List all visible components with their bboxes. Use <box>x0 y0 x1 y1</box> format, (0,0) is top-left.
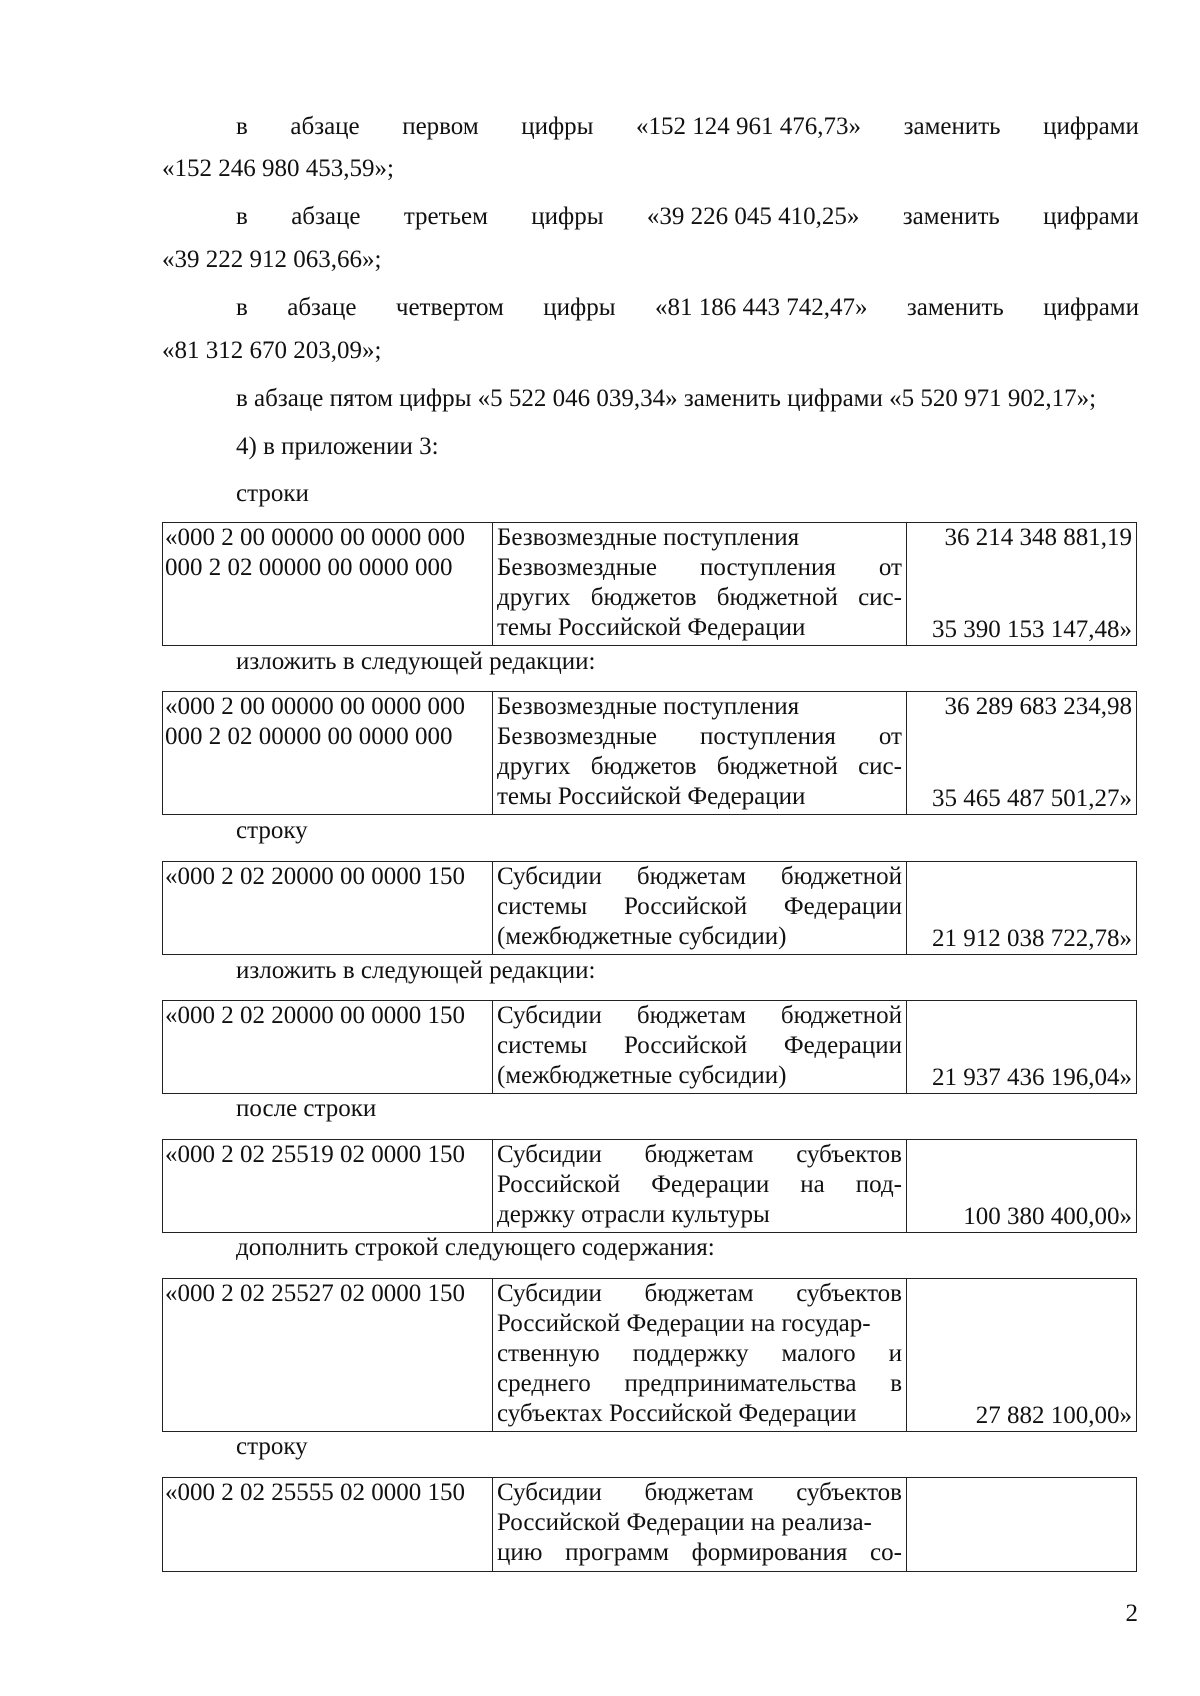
word: цифрами <box>1043 113 1139 140</box>
amount: 21 912 038 722,78» <box>932 925 1132 952</box>
word: в <box>236 113 248 140</box>
code: «000 2 02 20000 00 0000 150 <box>165 1002 465 1029</box>
amount: 36 214 348 881,19 <box>944 524 1132 551</box>
table-3-name-cell <box>493 862 907 954</box>
table-2-code-cell <box>163 692 493 814</box>
code: «000 2 02 20000 00 0000 150 <box>165 863 465 890</box>
word: ственную <box>497 1340 600 1367</box>
word: «81 186 443 742,47» <box>654 294 868 321</box>
table-5-code-cell <box>163 1140 493 1232</box>
table-1-name-cell <box>493 523 907 645</box>
name-line <box>497 1478 902 1508</box>
word: сис- <box>858 753 902 780</box>
name-line: Безвозмездные поступления <box>497 693 800 720</box>
table-7-code-cell <box>163 1478 493 1571</box>
word: заменить <box>902 203 1000 230</box>
table-4-name-cell <box>493 1001 907 1093</box>
amount: 27 882 100,00» <box>975 1402 1132 1429</box>
word: под- <box>855 1171 902 1198</box>
paragraph-1-line-1 <box>236 111 1139 143</box>
label-posle: после строки <box>236 1095 377 1122</box>
word: от <box>878 554 902 581</box>
word: «152 124 961 476,73» <box>636 113 862 140</box>
table-4-code-cell <box>163 1001 493 1093</box>
word: цифры <box>531 203 604 230</box>
amount: 35 390 153 147,48» <box>932 616 1132 643</box>
word: бюджетной <box>716 584 838 611</box>
word: на <box>800 1171 825 1198</box>
word: бюджетов <box>590 584 697 611</box>
word: Федерации <box>783 1032 902 1059</box>
name-line: (межбюджетные субсидии) <box>497 923 787 950</box>
table-7 <box>162 1477 1137 1572</box>
name-line <box>497 722 902 752</box>
word: бюджетам <box>644 1141 754 1168</box>
table-5-amount-cell <box>907 1140 1136 1232</box>
paragraph-3-line-2: «81 312 670 203,09»; <box>162 337 382 364</box>
amount: 35 465 487 501,27» <box>932 785 1132 812</box>
name-line <box>497 1538 902 1568</box>
word: бюджетам <box>644 1479 754 1506</box>
word: абзаце <box>290 113 360 140</box>
word: со- <box>870 1539 902 1566</box>
name-line <box>497 1170 902 1200</box>
paragraph-2-line-2: «39 222 912 063,66»; <box>162 246 382 273</box>
word: Российской <box>497 1171 621 1198</box>
word: Субсидии <box>497 1002 602 1029</box>
word: от <box>878 723 902 750</box>
word: Российской <box>623 1032 748 1059</box>
word: цифры <box>521 113 594 140</box>
word: бюджетной <box>780 1002 902 1029</box>
name-line <box>497 752 902 782</box>
word: заменить <box>903 113 1001 140</box>
name-line <box>497 862 902 892</box>
word: в <box>890 1370 902 1397</box>
paragraph-2-line-1 <box>236 201 1139 233</box>
word: поддержку <box>632 1340 749 1367</box>
word: цифрами <box>1043 203 1139 230</box>
word: бюджетам <box>636 863 746 890</box>
paragraph-5: 4) в приложении 3: <box>236 433 439 460</box>
name-line <box>497 1001 902 1031</box>
name-line <box>497 583 902 613</box>
table-6-name-cell <box>493 1279 907 1431</box>
label-izlozhit-2: изложить в следующей редакции: <box>236 957 596 984</box>
paragraph-3-line-1 <box>236 292 1139 324</box>
code: 000 2 02 00000 00 0000 000 <box>165 554 453 581</box>
word: заменить <box>906 294 1004 321</box>
name-line: держку отрасли культуры <box>497 1201 770 1228</box>
word: системы <box>497 1032 588 1059</box>
name-line: субъектах Российской Федерации <box>497 1400 857 1427</box>
word: других <box>497 584 571 611</box>
word: и <box>888 1340 902 1367</box>
table-1-amount-cell <box>907 523 1136 645</box>
word: цифрами <box>1043 294 1139 321</box>
paragraph-4: в абзаце пятом цифры «5 522 046 039,34» заменить цифрами «5 520 971 902,17»; <box>236 385 1097 412</box>
table-6 <box>162 1278 1137 1432</box>
code: «000 2 00 00000 00 0000 000 <box>165 524 465 551</box>
word: абзаце <box>287 294 357 321</box>
word: системы <box>497 893 588 920</box>
word: среднего <box>497 1370 591 1397</box>
name-line: темы Российской Федерации <box>497 614 806 641</box>
label-stroku-2: строку <box>236 1433 308 1460</box>
table-2-amount-cell <box>907 692 1136 814</box>
table-7-amount-cell <box>907 1478 1136 1571</box>
name-line <box>497 1339 902 1369</box>
word: первом <box>402 113 479 140</box>
table-6-amount-cell <box>907 1279 1136 1431</box>
table-5-name-cell <box>493 1140 907 1232</box>
name-line <box>497 1369 902 1399</box>
code: 000 2 02 00000 00 0000 000 <box>165 723 453 750</box>
name-line: Российской Федерации на государ- <box>497 1310 871 1337</box>
word: субъектов <box>796 1479 902 1506</box>
word: программ <box>565 1539 669 1566</box>
word: поступления <box>699 554 836 581</box>
word: Субсидии <box>497 1280 602 1307</box>
label-stroku-1: строку <box>236 817 308 844</box>
name-line <box>497 892 902 922</box>
table-7-name-cell <box>493 1478 907 1571</box>
name-line <box>497 1279 902 1309</box>
word: абзаце <box>291 203 361 230</box>
word: сис- <box>858 584 902 611</box>
table-4-amount-cell <box>907 1001 1136 1093</box>
word: Субсидии <box>497 1479 602 1506</box>
word: предпринимательства <box>624 1370 857 1397</box>
code: «000 2 02 25519 02 0000 150 <box>165 1141 465 1168</box>
word: бюджетам <box>644 1280 754 1307</box>
word: Субсидии <box>497 1141 602 1168</box>
table-6-code-cell <box>163 1279 493 1431</box>
table-3 <box>162 861 1137 955</box>
word: Российской <box>623 893 748 920</box>
name-line: Безвозмездные поступления <box>497 524 800 551</box>
code: «000 2 02 25527 02 0000 150 <box>165 1280 465 1307</box>
word: цию <box>497 1539 543 1566</box>
word: «39 226 045 410,25» <box>646 203 860 230</box>
table-3-amount-cell <box>907 862 1136 954</box>
name-line <box>497 1031 902 1061</box>
word: малого <box>781 1340 856 1367</box>
word: третьем <box>403 203 488 230</box>
table-1-code-cell <box>163 523 493 645</box>
word: бюджетной <box>780 863 902 890</box>
word: Безвозмездные <box>497 723 657 750</box>
name-line <box>497 553 902 583</box>
name-line: (межбюджетные субсидии) <box>497 1062 787 1089</box>
code: «000 2 02 25555 02 0000 150 <box>165 1479 465 1506</box>
word: поступления <box>699 723 836 750</box>
table-3-code-cell <box>163 862 493 954</box>
label-izlozhit-1: изложить в следующей редакции: <box>236 648 596 675</box>
label-stroki: строки <box>236 480 309 507</box>
amount: 100 380 400,00» <box>963 1203 1132 1230</box>
table-2-name-cell <box>493 692 907 814</box>
amount: 36 289 683 234,98 <box>944 693 1132 720</box>
name-line <box>497 1140 902 1170</box>
word: Безвозмездные <box>497 554 657 581</box>
word: бюджетной <box>716 753 838 780</box>
paragraph-1-line-2: «152 246 980 453,59»; <box>162 155 394 182</box>
word: Федерации <box>651 1171 770 1198</box>
table-1 <box>162 522 1137 646</box>
table-4 <box>162 1000 1137 1094</box>
amount: 21 937 436 196,04» <box>932 1064 1132 1091</box>
word: субъектов <box>796 1280 902 1307</box>
label-dopolnit: дополнить строкой следующего содержания: <box>236 1234 715 1261</box>
word: четвертом <box>395 294 504 321</box>
word: в <box>236 294 248 321</box>
word: в <box>236 203 248 230</box>
word: цифры <box>543 294 616 321</box>
word: субъектов <box>796 1141 902 1168</box>
word: Субсидии <box>497 863 602 890</box>
word: бюджетам <box>636 1002 746 1029</box>
table-2 <box>162 691 1137 815</box>
code: «000 2 00 00000 00 0000 000 <box>165 693 465 720</box>
word: формирования <box>691 1539 848 1566</box>
name-line: темы Российской Федерации <box>497 783 806 810</box>
page-number: 2 <box>1125 1600 1138 1627</box>
word: Федерации <box>783 893 902 920</box>
word: бюджетов <box>590 753 697 780</box>
name-line: Российской Федерации на реализа- <box>497 1509 872 1536</box>
table-5 <box>162 1139 1137 1233</box>
word: других <box>497 753 571 780</box>
